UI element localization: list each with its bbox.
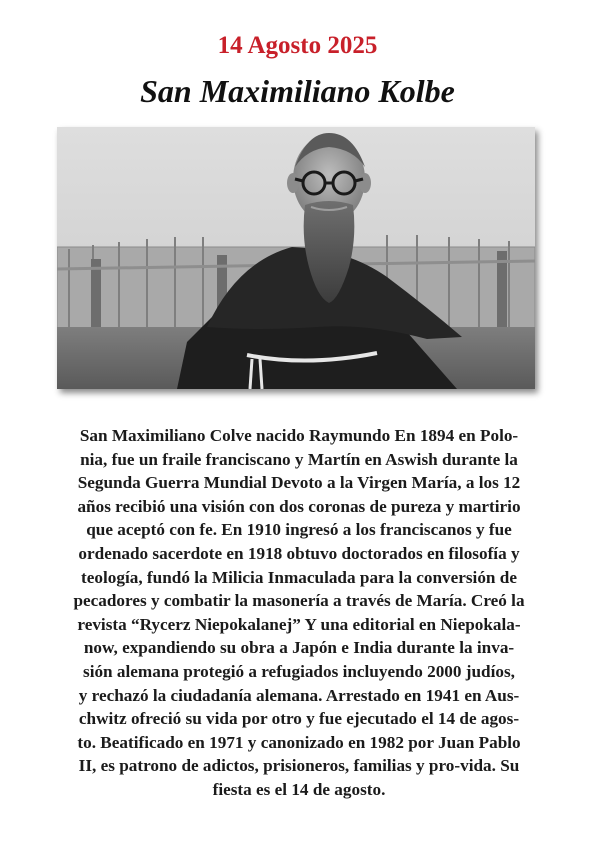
biography-line: revista “Rycerz Niepokalanej” Y una editorial en Niepokala-	[77, 614, 521, 634]
biography-line: to. Beatificado en 1971 y canonizado en 1982 por Juan Pablo	[77, 732, 521, 752]
biography-line: now, expandiendo su obra a Japón e India durante la inva-	[83, 638, 515, 658]
biography-line: y rechazó la ciudadanía alemana. Arrestado en 1941 en Aus-	[78, 685, 520, 705]
biography-line: chwitz ofreció su vida por otro y fue ejecutado el 14 de agos-	[78, 709, 520, 729]
biography-line: pecadores y combatir la masonería a través de María. Creó la	[73, 591, 525, 611]
saint-biography	[48, 424, 550, 802]
biography-line: nia, fue un fraile franciscano y Martín en Aswish durante la	[80, 449, 518, 469]
feast-date: 14 Agosto 2025	[217, 32, 378, 59]
biography-line: II, es patrono de adictos, prisioneros, familias y pro-vida. Su	[78, 756, 520, 776]
biography-line: San Maximiliano Colve nacido Raymundo En 1894 en Polo-	[79, 426, 519, 445]
biography-line: años recibió una visión con dos coronas de pureza y martirio	[77, 496, 521, 516]
biography-line: sión alemana protegió a refugiados incluyendo 2000 judíos,	[83, 661, 515, 681]
biography-line: ordenado sacerdote en 1918 obtuvo doctorados en filosofía y	[78, 543, 520, 563]
saint-portrait-photo	[57, 127, 535, 389]
saint-name-title: San Maximiliano Kolbe	[140, 73, 455, 109]
biography-line: Segunda Guerra Mundial Devoto a la Virgen María, a los 12	[77, 473, 521, 493]
biography-line: fiesta es el 14 de agosto.	[212, 779, 386, 799]
biography-line: teología, fundó la Milicia Inmaculada para la conversión de	[81, 567, 517, 587]
biography-line: que aceptó con fe. En 1910 ingresó a los franciscanos y fue	[86, 520, 512, 540]
